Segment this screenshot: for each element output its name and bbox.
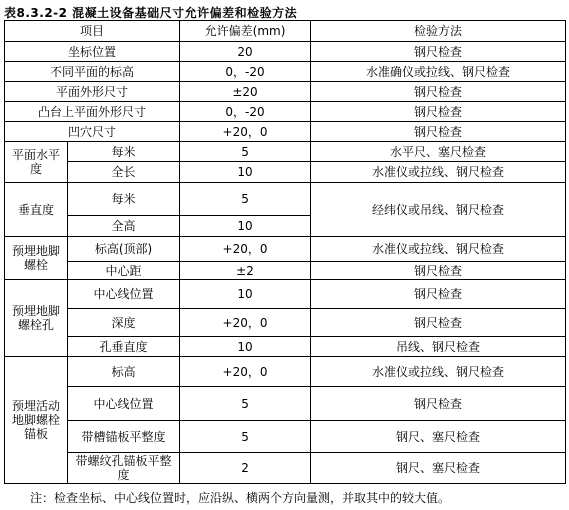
- method-cell: 水准仪或拉线、钢尺检查: [311, 357, 566, 387]
- tolerance-cell: 2: [180, 453, 311, 484]
- tolerance-cell: +20，0: [180, 122, 311, 142]
- method-cell: 水准仪或拉线、钢尺检查: [311, 162, 566, 183]
- sub-item-cell: 全长: [68, 162, 180, 183]
- tolerance-cell: +20，0: [180, 309, 311, 337]
- tolerance-cell: 5: [180, 183, 311, 216]
- sub-item-cell: 标高: [68, 357, 180, 387]
- tolerance-cell: +20，0: [180, 237, 311, 262]
- sub-item-cell: 每米: [68, 142, 180, 162]
- sub-item-cell: 中心距: [68, 262, 180, 280]
- header-method: 检验方法: [311, 21, 566, 42]
- table-row: [5, 42, 566, 62]
- header-tolerance: 允许偏差(mm): [180, 21, 311, 42]
- table-row: [5, 453, 566, 484]
- tolerance-cell: 20: [180, 42, 311, 62]
- table-row: [5, 421, 566, 453]
- method-cell: 钢尺、塞尺检查: [311, 421, 566, 453]
- table-row: [5, 82, 566, 102]
- method-cell: 水准仪或拉线、钢尺检查: [311, 237, 566, 262]
- method-cell: 钢尺检查: [311, 387, 566, 421]
- table-row: [5, 162, 566, 183]
- method-cell: 钢尺、塞尺检查: [311, 453, 566, 484]
- tolerance-table: [4, 20, 566, 484]
- sub-item-cell: 每米: [68, 183, 180, 216]
- group-cell-anchor: 预埋活动地脚螺栓锚板: [5, 357, 68, 484]
- tolerance-cell: 5: [180, 387, 311, 421]
- method-cell: 钢尺检查: [311, 102, 566, 122]
- table-row: [5, 280, 566, 309]
- method-cell: 钢尺检查: [311, 262, 566, 280]
- method-cell: 钢尺检查: [311, 82, 566, 102]
- table-row: [5, 183, 566, 216]
- table-row: [5, 142, 566, 162]
- sub-item-cell: 全高: [68, 216, 180, 237]
- tolerance-cell: ±20: [180, 82, 311, 102]
- table-row: [5, 357, 566, 387]
- method-cell: 钢尺检查: [311, 122, 566, 142]
- method-cell: 钢尺检查: [311, 309, 566, 337]
- table-row: [5, 237, 566, 262]
- sub-item-cell: 孔垂直度: [68, 337, 180, 357]
- tolerance-cell: 5: [180, 142, 311, 162]
- sub-item-cell: 带槽锚板平整度: [68, 421, 180, 453]
- sub-item-cell: 标高(顶部): [68, 237, 180, 262]
- table-row: [5, 387, 566, 421]
- method-cell: 经纬仪或吊线、钢尺检查: [311, 183, 566, 237]
- method-cell: 钢尺检查: [311, 42, 566, 62]
- table-title: 表8.3.2-2 混凝土设备基础尺寸允许偏差和检验方法: [4, 6, 298, 20]
- method-cell: 水平尺、塞尺检查: [311, 142, 566, 162]
- group-cell-bolt-hole: 预埋地脚螺栓孔: [5, 280, 68, 357]
- header-item: 项目: [5, 21, 180, 42]
- sub-item-cell: 带螺纹孔锚板平整度: [68, 453, 180, 484]
- tolerance-cell: 0，-20: [180, 102, 311, 122]
- tolerance-cell: 10: [180, 216, 311, 237]
- table-row: [5, 62, 566, 82]
- item-cell: 坐标位置: [5, 42, 180, 62]
- tolerance-cell: 0，-20: [180, 62, 311, 82]
- group-cell-vertical: 垂直度: [5, 183, 68, 237]
- tolerance-cell: ±2: [180, 262, 311, 280]
- method-cell: 吊线、钢尺检查: [311, 337, 566, 357]
- item-cell: 不同平面的标高: [5, 62, 180, 82]
- group-cell-bolt: 预埋地脚螺栓: [5, 237, 68, 280]
- tolerance-cell: 10: [180, 162, 311, 183]
- item-cell: 凹穴尺寸: [5, 122, 180, 142]
- method-cell: 钢尺检查: [311, 280, 566, 309]
- table-row: [5, 262, 566, 280]
- item-cell: 凸台上平面外形尺寸: [5, 102, 180, 122]
- header-row: [5, 21, 566, 42]
- tolerance-cell: 10: [180, 337, 311, 357]
- tolerance-cell: 5: [180, 421, 311, 453]
- method-cell: 水准确仪或拉线、钢尺检查: [311, 62, 566, 82]
- group-cell-level: 平面水平度: [5, 142, 68, 183]
- sub-item-cell: 中心线位置: [68, 280, 180, 309]
- tolerance-cell: 10: [180, 280, 311, 309]
- sub-item-cell: 深度: [68, 309, 180, 337]
- tolerance-cell: +20，0: [180, 357, 311, 387]
- table-note: 注：检查坐标、中心线位置时，应沿纵、横两个方向量测，并取其中的较大值。: [30, 491, 451, 505]
- table-row: [5, 122, 566, 142]
- table-row: [5, 337, 566, 357]
- item-cell: 平面外形尺寸: [5, 82, 180, 102]
- sub-item-cell: 中心线位置: [68, 387, 180, 421]
- table-row: [5, 309, 566, 337]
- table-row: [5, 102, 566, 122]
